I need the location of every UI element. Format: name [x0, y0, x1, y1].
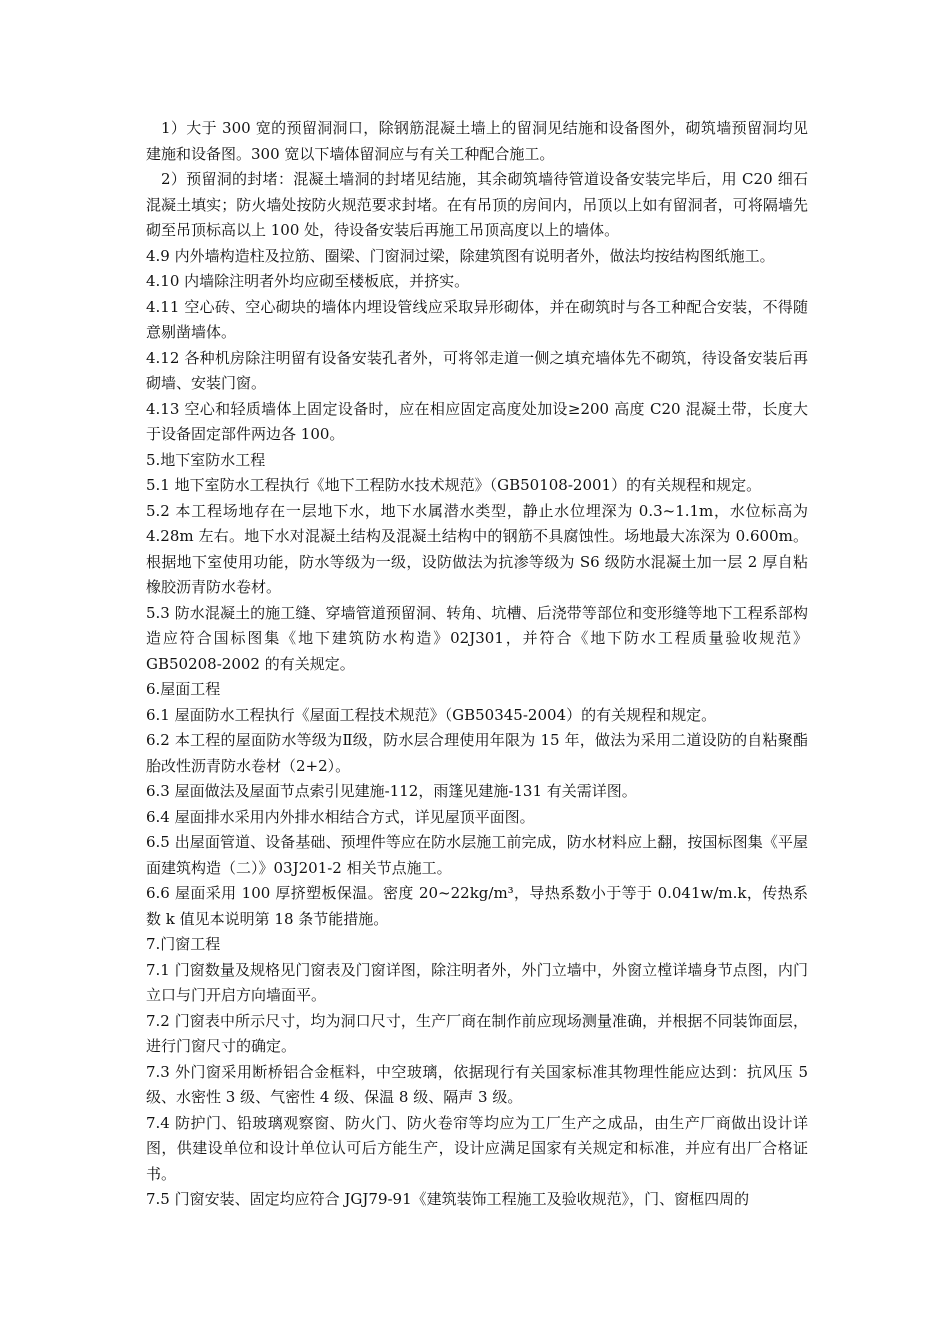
- section-heading-5: 5.地下室防水工程: [146, 450, 266, 469]
- paragraph-7-1: 7.1 门窗数量及规格见门窗表及门窗详图，除注明者外，外门立墙中，外窗立樘详墙身节点图，内门立口与门开启方向墙面平。: [146, 960, 808, 1004]
- paragraph-7-5: 7.5 门窗安装、固定均应符合 JGJ79-91《建筑装饰工程施工及验收规范》，门、窗框四周的: [146, 1190, 750, 1208]
- paragraph-6-2: 6.2 本工程的屋面防水等级为Ⅱ级，防水层合理使用年限为 15 年，做法为采用二道设防的自粘聚酯胎改性沥青防水卷材（2+2）。: [146, 731, 808, 775]
- paragraph-opening-2: 2）预留洞的封堵：混凝土墙洞的封堵见结施，其余砌筑墙待管道设备安装完毕后，用 C20 细石混凝土填实；防火墙处按防火规范要求封堵。在有吊顶的房间内，吊顶以上如有留洞者，可将隔墙先砌至吊顶标高以上 100 处，待设备安装后再施工吊顶高度以上的墙体。: [146, 170, 808, 239]
- paragraph-4-13: 4.13 空心和轻质墙体上固定设备时，应在相应固定高度处加设≥200 高度 C20 混凝土带，长度大于设备固定部件两边各 100。: [146, 399, 808, 443]
- paragraph-5-2: 5.2 本工程场地存在一层地下水，地下水属潜水类型，静止水位埋深为 0.3~1.1m，水位标高为 4.28m 左右。地下水对混凝土结构及混凝土结构中的钢筋不具腐蚀性。场地最大冻深为 0.600m。根据地下室使用功能，防水等级为一级，设防做法为抗渗等级为 S6 级防水混凝土加一层 2 厚自粘橡胶沥青防水卷材。: [146, 501, 808, 596]
- paragraph-opening-1: 1）大于 300 宽的预留洞洞口，除钢筋混凝土墙上的留洞见结施和设备图外，砌筑墙预留洞均见建施和设备图。300 宽以下墙体留洞应与有关工种配合施工。: [146, 119, 808, 163]
- paragraph-4-11: 4.11 空心砖、空心砌块的墙体内埋设管线应采取异形砌体，并在砌筑时与各工种配合安装，不得随意剔凿墙体。: [146, 297, 808, 341]
- paragraph-4-9: 4.9 内外墙构造柱及拉筋、圈梁、门窗洞过梁，除建筑图有说明者外，做法均按结构图纸施工。: [146, 246, 775, 265]
- paragraph-4-10: 4.10 内墙除注明者外均应砌至楼板底，并挤实。: [146, 272, 470, 290]
- section-heading-6: 6.屋面工程: [146, 680, 221, 698]
- paragraph-6-3: 6.3 屋面做法及屋面节点索引见建施-112，雨篷见建施-131 有关需详图。: [146, 782, 637, 800]
- paragraph-6-5: 6.5 出屋面管道、设备基础、预埋件等应在防水层施工前完成，防水材料应上翻，按国标图集《平屋面建筑构造（二）》03J201-2 相关节点施工。: [146, 833, 808, 877]
- paragraph-7-3: 7.3 外门窗采用断桥铝合金框料，中空玻璃，依据现行有关国家标准其物理性能应达到：抗风压 5 级、水密性 3 级、气密性 4 级、保温 8 级、隔声 3 级。: [146, 1062, 808, 1106]
- paragraph-6-6: 6.6 屋面采用 100 厚挤塑板保温。密度 20~22kg/m³，导热系数小于等于 0.041w/m.k，传热系数 k 值见本说明第 18 条节能措施。: [146, 884, 808, 928]
- paragraph-4-12: 4.12 各种机房除注明留有设备安装孔者外，可将邻走道一侧之填充墙体先不砌筑，待设备安装后再砌墙、安装门窗。: [146, 348, 808, 392]
- paragraph-7-2: 7.2 门窗表中所示尺寸，均为洞口尺寸，生产厂商在制作前应现场测量准确，并根据不同装饰面层，进行门窗尺寸的确定。: [146, 1011, 808, 1055]
- paragraph-6-1: 6.1 屋面防水工程执行《屋面工程技术规范》（GB50345-2004）的有关规程和规定。: [146, 705, 717, 724]
- paragraph-5-1: 5.1 地下室防水工程执行《地下工程防水技术规范》（GB50108-2001）的有关规程和规定。: [146, 476, 762, 494]
- section-heading-7: 7.门窗工程: [146, 935, 221, 953]
- paragraph-6-4: 6.4 屋面排水采用内外排水相结合方式，详见屋顶平面图。: [146, 807, 535, 826]
- document-body: [146, 116, 808, 1213]
- paragraph-7-4: 7.4 防护门、铅玻璃观察窗、防火门、防火卷帘等均应为工厂生产之成品，由生产厂商做出设计详图，供建设单位和设计单位认可后方能生产，设计应满足国家有关规定和标准，并应有出厂合格证书。: [146, 1113, 808, 1183]
- paragraph-5-3: 5.3 防水混凝土的施工缝、穿墙管道预留洞、转角、坑槽、后浇带等部位和变形缝等地下工程系部构造应符合国标图集《地下建筑防水构造》02J301，并符合《地下防水工程质量验收规范》GB50208-2002 的有关规定。: [146, 603, 808, 673]
